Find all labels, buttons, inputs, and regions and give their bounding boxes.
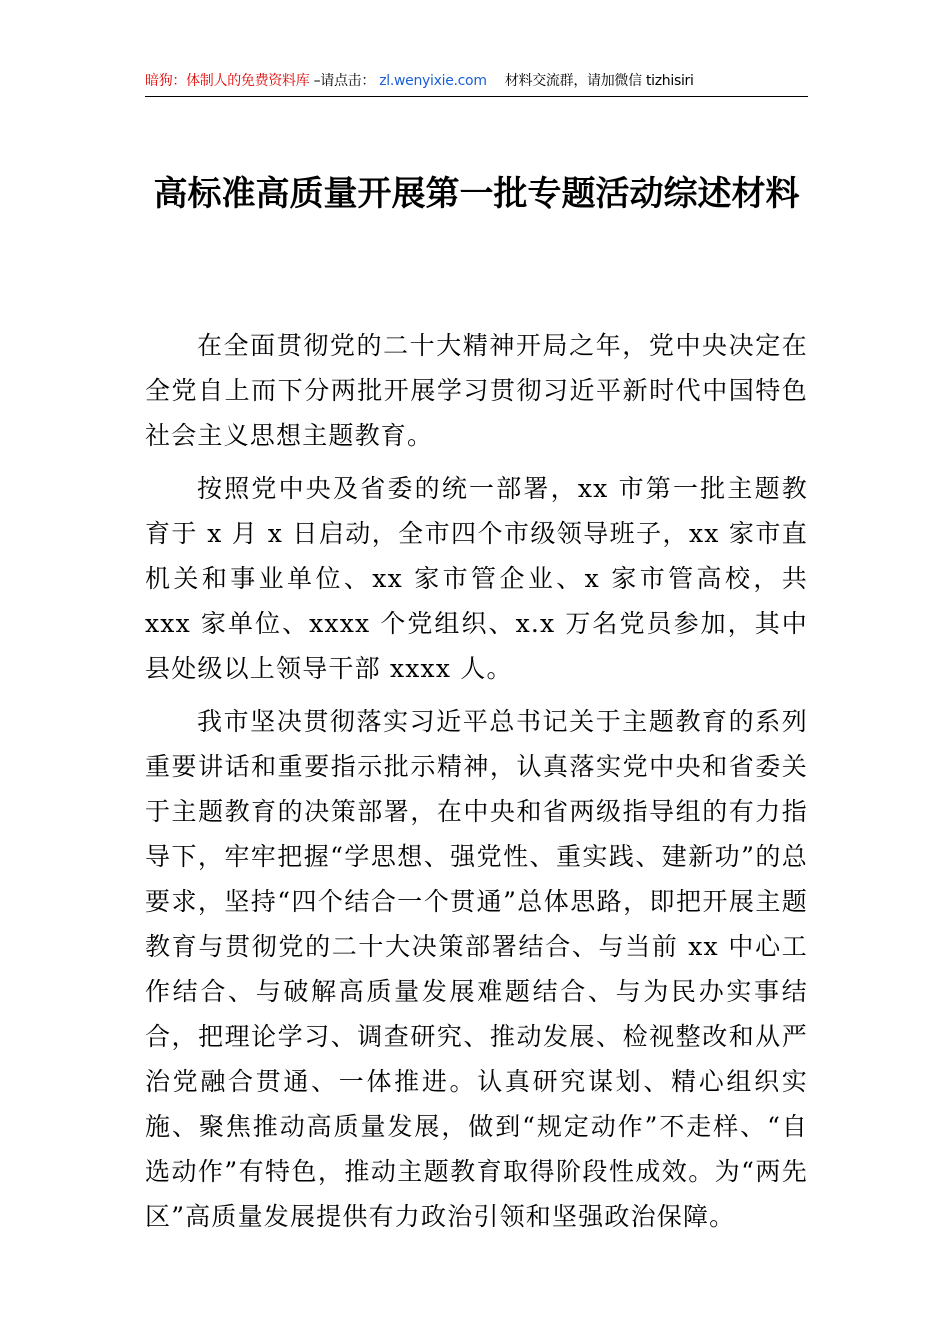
paragraph-1: 在全面贯彻党的二十大精神开局之年，党中央决定在全党自上而下分两批开展学习贯彻习近平新时代中国特色社会主义思想主题教育。 (145, 331, 808, 450)
document-body (145, 323, 808, 1247)
paragraph-2: 按照党中央及省委的统一部署，xx 市第一批主题教育于 x 月 x 日启动，全市四个市级领导班子，xx 家市直机关和事业单位、xx 家市管企业、x 家市管高校，共 xxx 家单位、xxxx 个党组织、x.x 万名党员参加，其中县处级以上领导干部 xxxx 人。 (145, 474, 808, 683)
document-title: 高标准高质量开展第一批专题活动综述材料 (153, 174, 800, 214)
header-url-link[interactable]: zl.wenyixie.com (379, 73, 487, 89)
page-header (145, 70, 808, 97)
header-brand: 暗狗：体制人的免费资料库 (145, 73, 310, 89)
header-contact: 材料交流群，请加微信 tizhisiri (504, 73, 694, 89)
header-prompt: –请点击： (313, 73, 376, 89)
paragraph-3: 我市坚决贯彻落实习近平总书记关于主题教育的系列重要讲话和重要指示批示精神，认真落实党中央和省委关于主题教育的决策部署，在中央和省两级指导组的有力指导下，牢牢把握“学思想、强党性、重实践、建新功”的总要求，坚持“四个结合一个贯通”总体思路，即把开展主题教育与贯彻党的二十大决策部署结合、与当前 xx 中心工作结合、与破解高质量发展难题结合、与为民办实事结合，把理论学习、调查研究、推动发展、检视整改和从严治党融合贯通、一体推进。认真研究谋划、精心组织实施、聚焦推动高质量发展，做到“规定动作”不走样、“自选动作”有特色，推动主题教育取得阶段性成效。为“两先区”高质量发展提供有力政治引领和坚强政治保障。 (145, 707, 808, 1231)
